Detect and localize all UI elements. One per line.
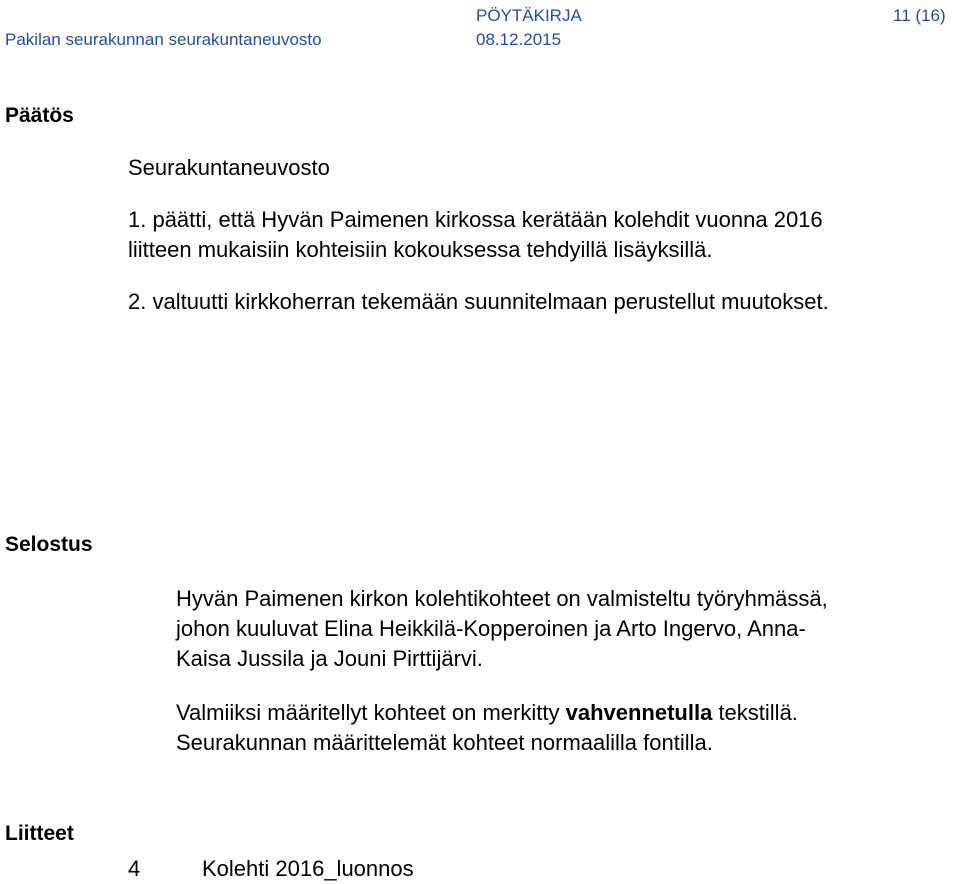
explanation-para1-line3: Kaisa Jussila ja Jouni Pirttijärvi.	[176, 646, 483, 671]
para2-suffix: tekstillä.	[712, 700, 798, 725]
document-type: PÖYTÄKIRJA	[476, 6, 582, 25]
attachments-heading: Liitteet	[5, 822, 74, 845]
decision-item1-line1: 1. päätti, että Hyvän Paimenen kirkossa kerätään kolehdit vuonna 2016	[128, 207, 823, 232]
decision-heading: Päätös	[5, 104, 74, 127]
decision-body-name: Seurakuntaneuvosto	[128, 155, 330, 180]
attachment-title: Kolehti 2016_luonnos	[202, 856, 414, 881]
decision-item2: 2. valtuutti kirkkoherran tekemään suunnitelmaan perustellut muutokset.	[128, 289, 829, 314]
para2-prefix: Valmiiksi määritellyt kohteet on merkitty	[176, 700, 566, 725]
para2-bold-word: vahvennetulla	[565, 700, 713, 725]
organization-name: Pakilan seurakunnan seurakuntaneuvosto	[5, 30, 322, 49]
explanation-heading: Selostus	[5, 533, 93, 556]
explanation-para2-line1	[176, 699, 798, 726]
explanation-para1-line1: Hyvän Paimenen kirkon kolehtikohteet on valmisteltu työryhmässä,	[176, 586, 828, 611]
page-number: 11 (16)	[893, 6, 946, 25]
attachment-number: 4	[128, 856, 141, 881]
meeting-date: 08.12.2015	[476, 30, 562, 49]
decision-item1-line2: liitteen mukaisiin kohteisiin kokouksessa tehdyillä lisäyksillä.	[128, 237, 713, 262]
explanation-para2-line2: Seurakunnan määrittelemät kohteet normaalilla fontilla.	[176, 730, 713, 755]
explanation-para1-line2: johon kuuluvat Elina Heikkilä-Kopperoinen ja Arto Ingervo, Anna-	[176, 616, 806, 641]
